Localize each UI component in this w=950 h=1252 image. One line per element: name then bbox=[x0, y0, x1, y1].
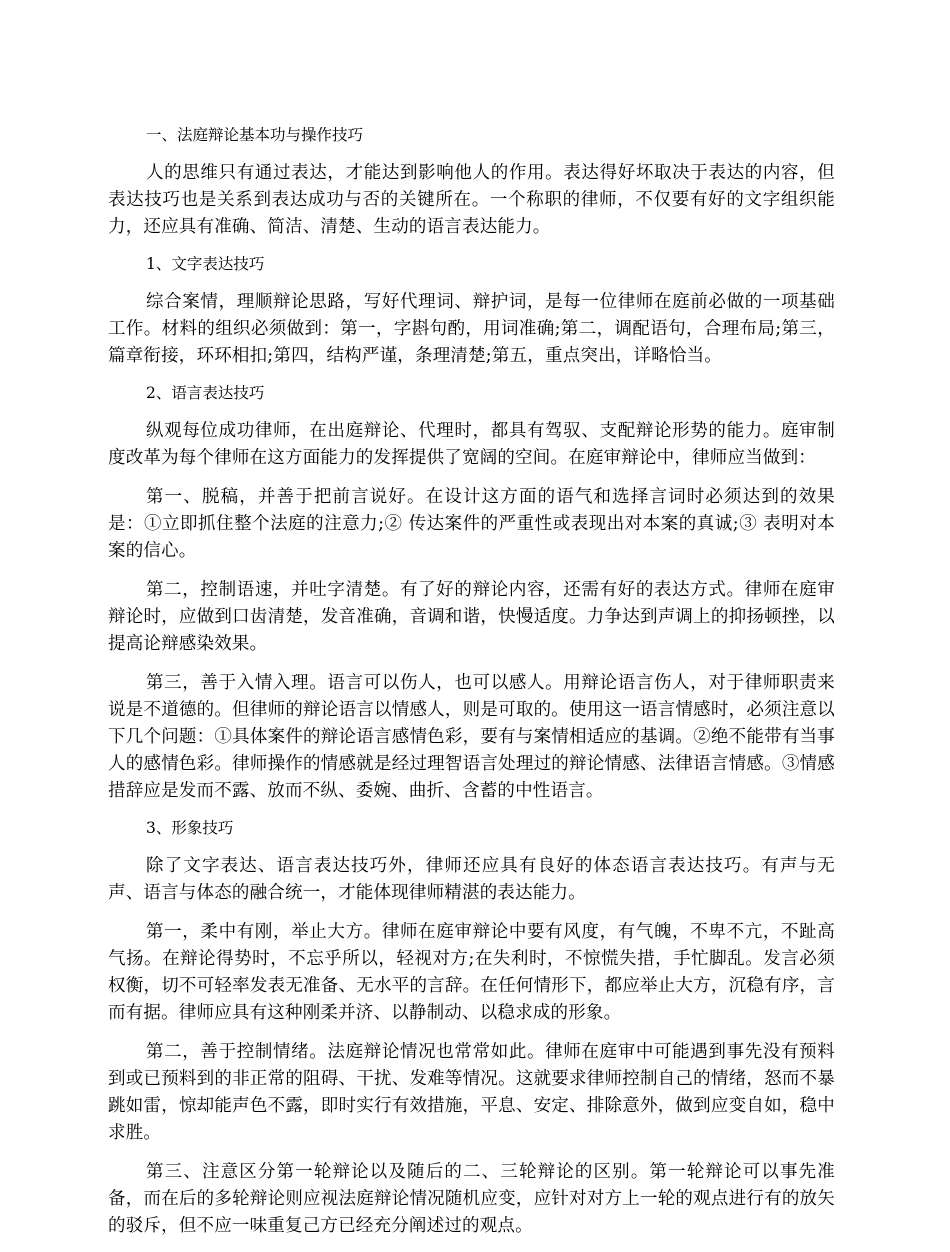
paragraph: 第二，控制语速，并吐字清楚。有了好的辩论内容，还需有好的表达方式。律师在庭审辩论时，应做到口齿清楚，发音准确，音调和谐，快慢适度。力争达到声调上的抑扬顿挫，以提高论辩感染效果。 bbox=[108, 580, 835, 654]
subsection-heading: 2、语言表达技巧 bbox=[146, 384, 265, 402]
paragraph: 纵观每位成功律师，在出庭辩论、代理时，都具有驾驭、支配辩论形势的能力。庭审制度改革为每个律师在这方面能力的发挥提供了宽阔的空间。在庭审辩论中，律师应当做到： bbox=[108, 421, 835, 468]
paragraph: 综合案情，理顺辩论思路，写好代理词、辩护词，是每一位律师在庭前必做的一项基础工作。材料的组织必须做到：第一，字斟句酌，用词准确;第二，调配语句，合理布局;第三，篇章衔接，环环相扣;第四，结构严谨，条理清楚;第五，重点突出，详略恰当。 bbox=[108, 292, 835, 366]
subsection-heading: 1、文字表达技巧 bbox=[146, 255, 265, 273]
section-heading: 一、法庭辩论基本功与操作技巧 bbox=[146, 126, 364, 144]
subsection-heading: 3、形象技巧 bbox=[146, 819, 234, 837]
paragraph: 人的思维只有通过表达，才能达到影响他人的作用。表达得好坏取决于表达的内容，但表达技巧也是关系到表达成功与否的关键所在。一个称职的律师，不仅要有好的文字组织能力，还应具有准确、简洁、清楚、生动的语言表达能力。 bbox=[108, 163, 835, 237]
document-body bbox=[108, 124, 835, 1252]
paragraph: 第一，柔中有刚，举止大方。律师在庭审辩论中要有风度，有气魄，不卑不亢，不趾高气扬。在辩论得势时，不忘乎所以，轻视对方;在失利时，不惊慌失措，手忙脚乱。发言必须权衡，切不可轻率发表无准备、无水平的言辞。在任何情形下，都应举止大方，沉稳有序，言而有据。律师应具有这种刚柔并济、以静制动、以稳求成的形象。 bbox=[108, 922, 835, 1023]
paragraph: 第一、脱稿，并善于把前言说好。在设计这方面的语气和选择言词时必须达到的效果是：①立即抓住整个法庭的注意力;② 传达案件的严重性或表现出对本案的真诚;③ 表明对本案的信心。 bbox=[108, 487, 835, 561]
paragraph: 第二，善于控制情绪。法庭辩论情况也常常如此。律师在庭审中可能遇到事先没有预料到或已预料到的非正常的阻碍、干扰、发难等情况。这就要求律师控制自己的情绪，怒而不暴跳如雷，惊却能声色不露，即时实行有效措施，平息、安定、排除意外，做到应变自如，稳中求胜。 bbox=[108, 1042, 835, 1143]
paragraph: 第三、注意区分第一轮辩论以及随后的二、三轮辩论的区别。第一轮辩论可以事先准备，而在后的多轮辩论则应视法庭辩论情况随机应变，应针对对方上一轮的观点进行有的放矢的驳斥，但不应一味重复己方已经充分阐述过的观点。 bbox=[108, 1162, 835, 1236]
paragraph: 除了文字表达、语言表达技巧外，律师还应具有良好的体态语言表达技巧。有声与无声、语言与体态的融合统一，才能体现律师精湛的表达能力。 bbox=[108, 856, 835, 903]
paragraph: 第三，善于入情入理。语言可以伤人，也可以感人。用辩论语言伤人，对于律师职责来说是不道德的。但律师的辩论语言以情感人，则是可取的。使用这一语言情感时，必须注意以下几个问题：①具体案件的辩论语言感情色彩，要有与案情相适应的基调。②绝不能带有当事人的感情色彩。律师操作的情感就是经过理智语言处理过的辩论情感、法律语言情感。③情感措辞应是发而不露、放而不纵、委婉、曲折、含蓄的中性语言。 bbox=[108, 673, 835, 801]
